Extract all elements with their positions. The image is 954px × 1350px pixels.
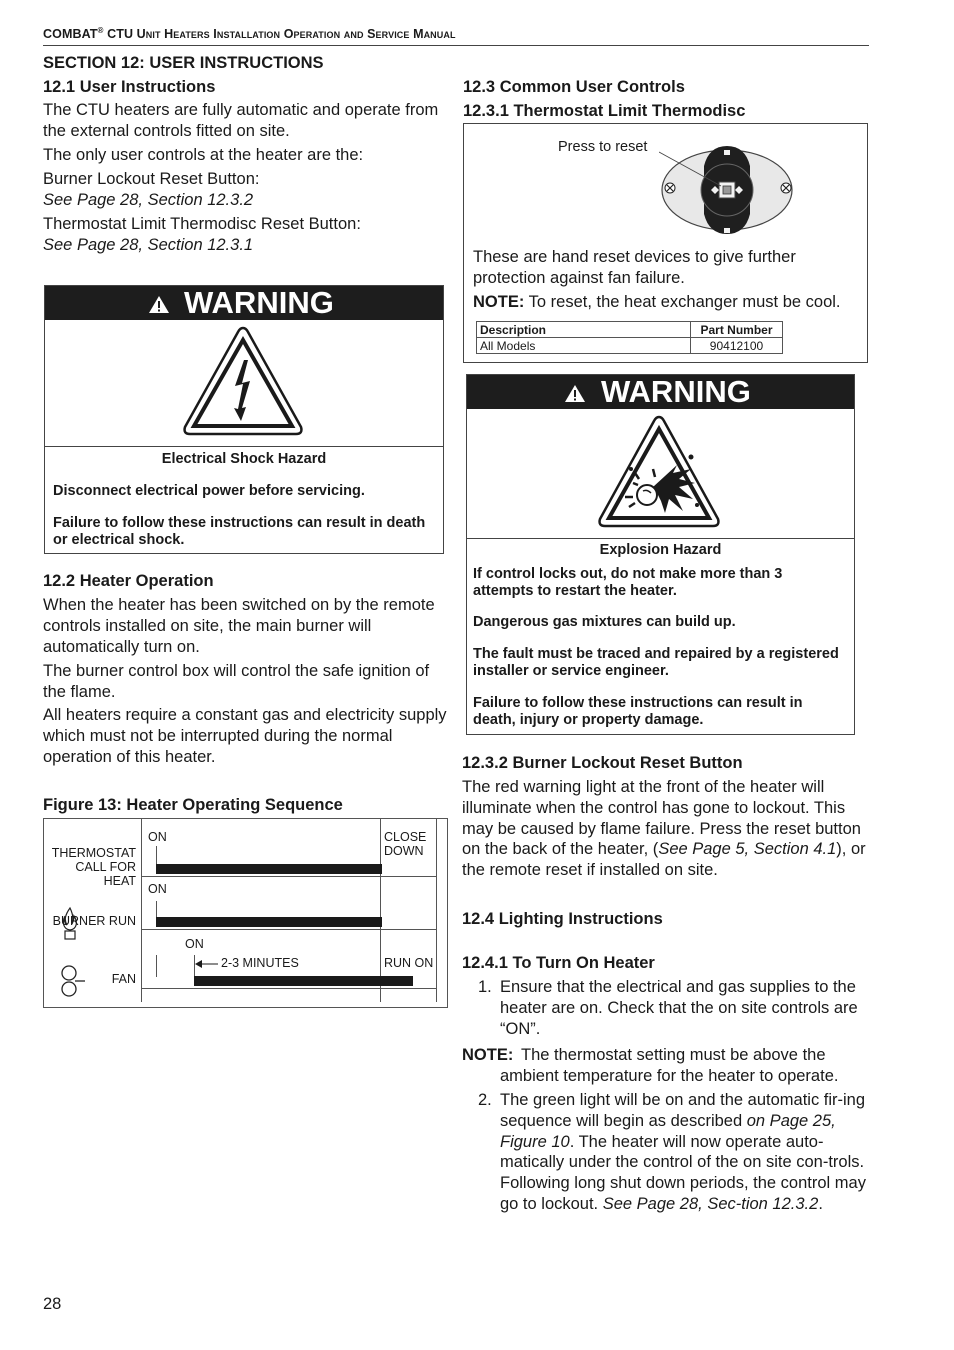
hazard-title: Explosion Hazard [599, 542, 722, 558]
burner-bar [156, 917, 382, 927]
heading-12-4-1: 12.4.1 To Turn On Heater [462, 954, 655, 972]
delay-label: 2-3 MINUTES [221, 956, 299, 970]
paragraph: The CTU heaters are fully automatic and operate from the external controls fitted on site. [43, 101, 439, 140]
section-title: SECTION 12: USER INSTRUCTIONS [43, 54, 324, 72]
warning-text: Failure to follow these instructions can result in death or electrical shock. [53, 515, 426, 548]
warning-text: Disconnect electrical power before servicing. [53, 483, 365, 499]
table-header: Part Number [691, 322, 783, 338]
heading-12-1: 12.1 User Instructions [43, 78, 216, 96]
paragraph: The burner control box will control the safe ignition of the flame. [43, 662, 430, 701]
cross-reference: on Page 25, Figure 10 [500, 1111, 836, 1151]
note: NOTE: [462, 1046, 514, 1064]
list-number: 2. [478, 1091, 492, 1109]
thermostat-bar [156, 864, 382, 874]
fan-bar [194, 976, 413, 986]
paragraph: The red warning light at the front of the heater will illuminate when the control has gone to lockout. This may be caused by flame failure. Press the reset button on the back of the heater, (See Page 5, Section 4.1), or the remote reset if installed on site. [462, 778, 866, 880]
warning-text: Dangerous gas mixtures can build up. [473, 614, 736, 630]
paragraph: When the heater has been switched on by the remote controls installed on site, the main burner will automatically turn on. [43, 596, 435, 656]
list-number: 1. [478, 978, 492, 996]
header-title: CTU Unit Heaters Installation Operation and Service Manual [107, 27, 456, 42]
paragraph: These are hand reset devices to give further protection against fan failure. [473, 248, 796, 287]
paragraph: Thermostat Limit Thermodisc Reset Button: [43, 215, 361, 233]
electrical-warning-box [44, 285, 444, 554]
on-label: ON [185, 937, 204, 951]
warning-banner: WARNING [45, 286, 443, 320]
on-label: ON [148, 882, 167, 896]
warning-text: If control locks out, do not make more than 3 attempts to restart the heater. [473, 566, 783, 599]
paragraph: All heaters require a constant gas and electricity supply which must not be interrupted during the normal operation of this heater. [43, 706, 447, 766]
list-item: Ensure that the electrical and gas supplies to the heater are on. Check that the on site controls are “ON”. [500, 978, 858, 1038]
cross-reference: See Page 28, Section 12.3.2 [43, 191, 254, 209]
cross-reference: See Page 28, Section 12.3.1 [43, 236, 254, 254]
row-label-thermostat: THERMOSTAT CALL FOR HEAT [51, 846, 136, 888]
thermodisc-box [463, 123, 868, 363]
heading-12-3-1: 12.3.1 Thermostat Limit Thermodisc [463, 102, 746, 120]
part-number-table [476, 321, 783, 354]
explosion-icon [595, 413, 723, 531]
close-down-label: CLOSE DOWN [384, 830, 427, 858]
warning-text: The fault must be traced and repaired by a registered installer or service engineer. [473, 646, 839, 679]
list-item: The green light will be on and the automatic fir-ing sequence will begin as described on Page 25, Figure 10. The heater will now operate auto-matically under the control of the on site con-trols. Following long shut down periods, the control may go to lockout. See Page 28, Sec-tion 12.3.2. [500, 1091, 866, 1213]
explosion-warning-box [466, 374, 855, 735]
page-number: 28 [43, 1295, 62, 1313]
thermodisc-icon [659, 136, 795, 248]
warning-banner: WARNING [467, 375, 854, 409]
table-cell: All Models [477, 338, 691, 354]
row-label-fan: FAN [111, 972, 136, 986]
table-row [477, 338, 783, 354]
on-label: ON [148, 830, 167, 844]
note: NOTE: To reset, the heat exchanger must be cool. [473, 293, 841, 311]
warning-triangle-icon [148, 295, 170, 314]
table-header: Description [477, 322, 691, 338]
row-label-burner: BURNER RUN [52, 914, 136, 928]
paragraph: Burner Lockout Reset Button: [43, 170, 260, 188]
arrow-left-icon [194, 959, 222, 969]
cross-reference: See Page 5, Section 4.1 [658, 840, 837, 859]
heading-12-4: 12.4 Lighting Instructions [462, 910, 663, 928]
heading-12-2: 12.2 Heater Operation [43, 572, 214, 590]
electrical-shock-icon [180, 324, 306, 439]
heading-12-3: 12.3 Common User Controls [463, 78, 685, 96]
warning-triangle-icon [564, 384, 586, 403]
heading-12-3-2: 12.3.2 Burner Lockout Reset Button [462, 754, 743, 772]
cross-reference: See Page 28, Sec-tion 12.3.2 [602, 1194, 819, 1213]
divider [467, 538, 854, 539]
operating-sequence-figure [43, 818, 448, 1008]
note-body: The thermostat setting must be above the ambient temperature for the heater to operate. [500, 1046, 839, 1085]
divider [45, 446, 443, 447]
warning-text: Failure to follow these instructions can result in death, injury or property damage. [473, 695, 803, 728]
press-to-reset-label: Press to reset [558, 139, 648, 155]
figure-caption: Figure 13: Heater Operating Sequence [43, 796, 343, 814]
header-rule [43, 45, 869, 46]
paragraph: The only user controls at the heater are the: [43, 146, 364, 164]
run-on-label: RUN ON [384, 956, 434, 970]
running-header: COMBAT® CTU Unit Heaters Installation Operation and Service Manual [43, 26, 456, 42]
hazard-title: Electrical Shock Hazard [161, 451, 327, 467]
table-cell: 90412100 [691, 338, 783, 354]
